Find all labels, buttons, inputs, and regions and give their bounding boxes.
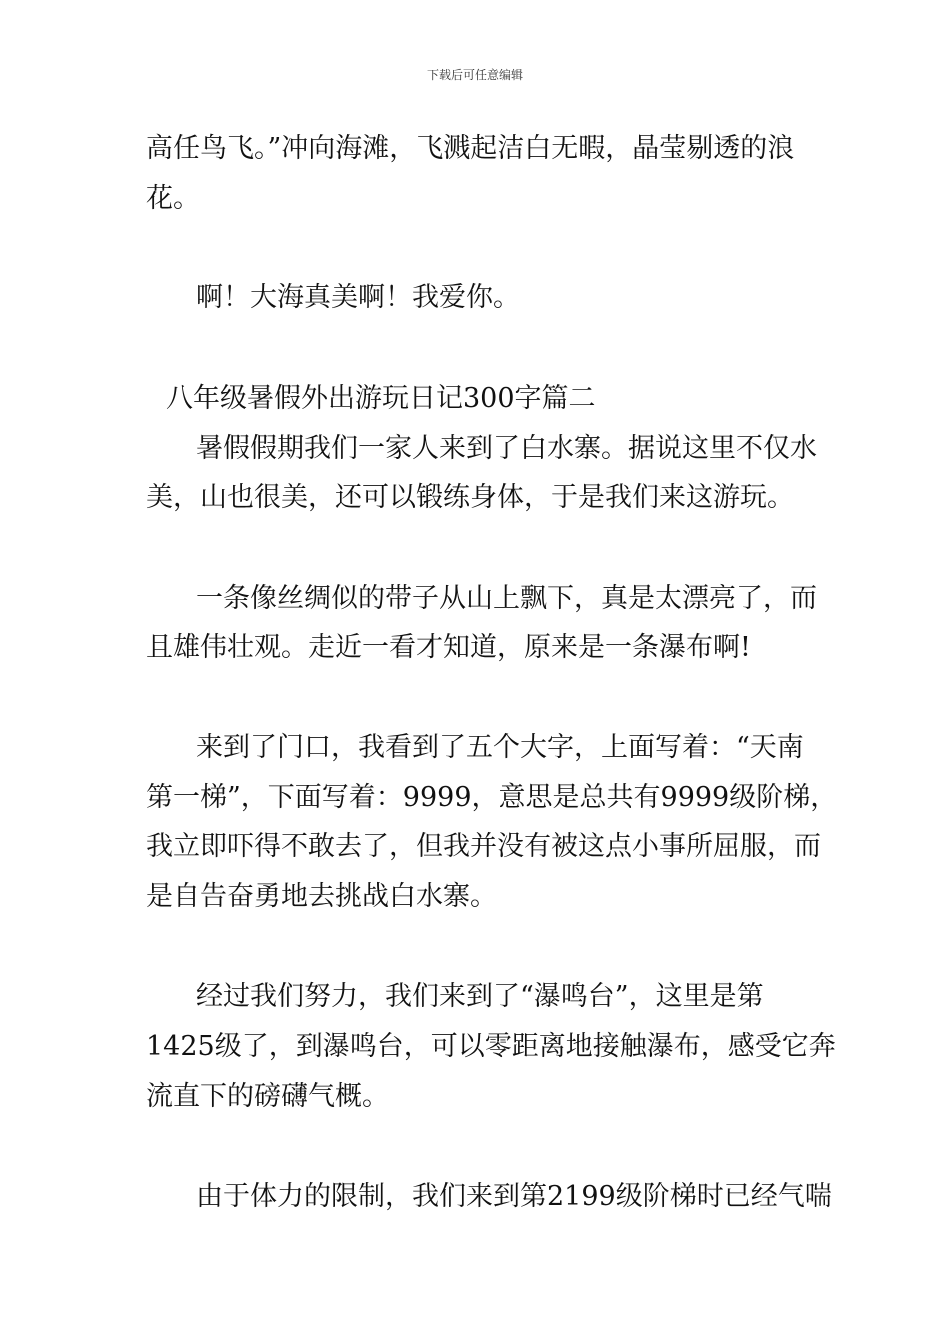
text-line: 且雄伟壮观。走近一看才知道，原来是一条瀑布啊! xyxy=(146,632,751,663)
section-heading: 八年级暑假外出游玩日记300字篇二 xyxy=(166,383,596,414)
text-line: 美，山也很美，还可以锻练身体，于是我们来这游玩。 xyxy=(146,482,794,513)
text-line: 1425级了，到瀑鸣台，可以零距离地接触瀑布，感受它奔 xyxy=(146,1031,836,1062)
text-line: 经过我们努力，我们来到了“瀑鸣台”，这里是第 xyxy=(196,981,764,1012)
text-line: 是自告奋勇地去挑战白水寨。 xyxy=(146,881,497,912)
text-line: 我立即吓得不敢去了，但我并没有被这点小事所屈服，而 xyxy=(146,831,821,862)
text-line: 高任鸟飞。”冲向海滩，飞溅起洁白无暇，晶莹剔透的浪 xyxy=(146,133,795,164)
page-header: 下载后可任意编辑 xyxy=(426,68,523,82)
text-line: 第一梯”，下面写着：9999，意思是总共有9999级阶梯， xyxy=(146,782,838,813)
text-line: 花。 xyxy=(146,183,200,214)
text-line: 由于体力的限制，我们来到第2199级阶梯时已经气喘 xyxy=(196,1181,832,1212)
text-line: 一条像丝绸似的带子从山上飘下，真是太漂亮了，而 xyxy=(196,583,817,614)
text-line: 流直下的磅礴气概。 xyxy=(146,1081,389,1112)
text-line: 来到了门口，我看到了五个大字，上面写着：“天南 xyxy=(196,732,804,763)
text-line: 啊！大海真美啊！我爱你。 xyxy=(196,282,520,313)
text-line: 暑假假期我们一家人来到了白水寨。据说这里不仅水 xyxy=(196,433,817,464)
